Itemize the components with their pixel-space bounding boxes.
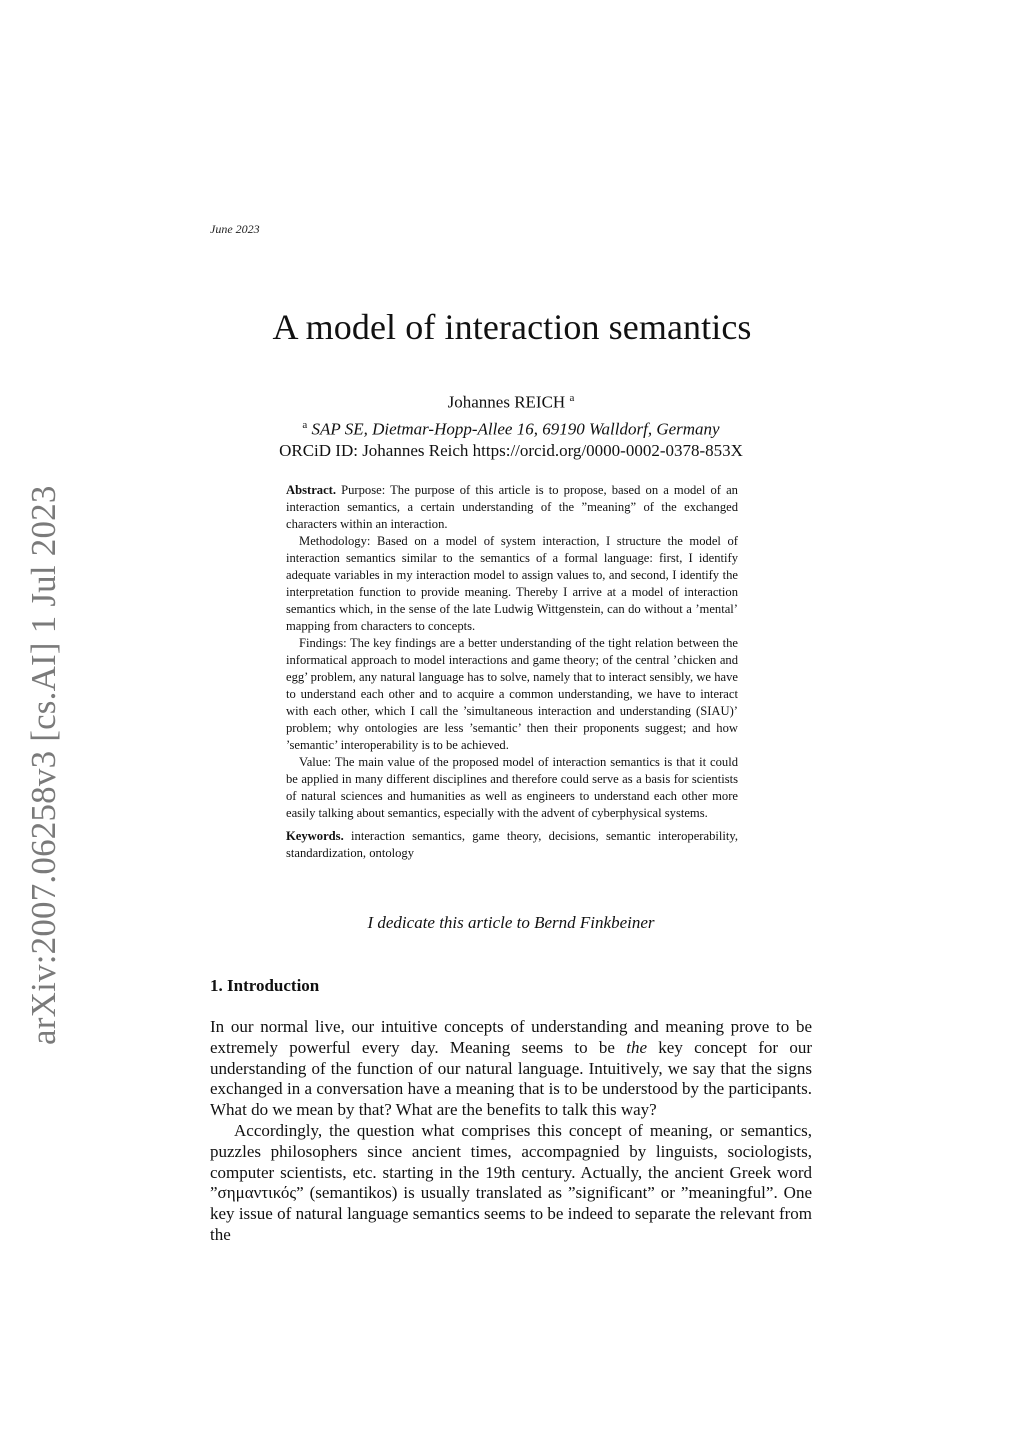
arxiv-identifier: arXiv:2007.06258v3 [cs.AI] 1 Jul 2023 bbox=[24, 485, 63, 1045]
abstract bbox=[286, 482, 738, 862]
intro-paragraph-1 bbox=[210, 1017, 812, 1121]
keywords-text: interaction semantics, game theory, decisions, semantic interoperability, standardization, ontology bbox=[286, 829, 738, 860]
section-heading: 1. Introduction bbox=[210, 976, 320, 995]
date-line: June 2023 bbox=[210, 222, 260, 236]
orcid-line: ORCiD ID: Johannes Reich https://orcid.org/0000-0002-0378-853X bbox=[279, 441, 743, 461]
keywords bbox=[286, 828, 738, 862]
intro-p1-emphasis: the bbox=[626, 1037, 648, 1057]
keywords-label: Keywords. bbox=[286, 829, 344, 843]
abstract-methodology: Methodology: Based on a model of system interaction, I structure the model of interaction semantics similar to the semantics of a formal language: first, I identify adequate variables in my interaction model to assign values to, and second, I identify the interpretation function to provide meaning. Thereby I arrive at a model of interaction semantics which, in the sense of the late Ludwig Wittgenstein, can do without a ’mental’ mapping from characters to concepts. bbox=[286, 534, 738, 633]
author-superscript: a bbox=[569, 392, 575, 404]
introduction-body bbox=[210, 1017, 812, 1246]
intro-p1-start: In our normal live, our intuitive concepts of understanding and meaning prove to be extremely powerful every day. Meaning seems to be bbox=[210, 1017, 812, 1057]
intro-p1-end: key concept for our understanding of the function of our natural language. Intuitively, we say that the signs exchanged in a conversation have a meaning that is to be understood by the participants. What do we mean by that? What are the benefits to talk this way? bbox=[210, 1037, 813, 1120]
author-name: Johannes REICH bbox=[447, 392, 566, 412]
affiliation: SAP SE, Dietmar-Hopp-Allee 16, 69190 Walldorf, Germany bbox=[311, 419, 720, 439]
abstract-label: Abstract. bbox=[286, 483, 337, 497]
abstract-value: Value: The main value of the proposed model of interaction semantics is that it could be applied in many different disciplines and therefore could serve as a basis for scientists of natural sciences and humanities as well as engineers to understand each other more easily talking about semantics, especially with the advent of cyberphysical systems. bbox=[286, 755, 738, 820]
paper-title: A model of interaction semantics bbox=[272, 307, 752, 347]
abstract-findings: Findings: The key findings are a better understanding of the tight relation between the informatical approach to model interactions and game theory; of the central ’chicken and egg’ problem, any natural language has to solve, namely that to interact sensibly, we have to understand each other and to acquire a common understanding, we have to interact with each other, which I call the ’simultaneous interaction and understanding (SIAU)’ problem; why ontologies are less ’semantic’ then their proponents suggest; and how ’semantic’ interoperability is to be achieved. bbox=[286, 636, 738, 752]
author-block bbox=[210, 387, 812, 462]
dedication: I dedicate this article to Bernd Finkbeiner bbox=[367, 913, 655, 932]
intro-paragraph-2: Accordingly, the question what comprises this concept of meaning, or semantics, puzzles philosophers since ancient times, accompagnied by linguists, sociologists, computer scientists, etc. starting in the 19th century. Actually, the ancient Greek word ”σημαντικός” (semantikos) is usually translated as ”significant” or ”meaningful”. One key issue of natural language semantics seems to be indeed to separate the relevant from the bbox=[210, 1120, 812, 1244]
abstract-purpose-text: Purpose: The purpose of this article is to propose, based on a model of an interaction semantics, a certain understanding of the ”meaning” of the exchanged characters within an interaction. bbox=[286, 483, 738, 531]
abstract-purpose bbox=[286, 482, 738, 533]
affiliation-superscript: a bbox=[302, 418, 308, 431]
author-line bbox=[210, 387, 812, 414]
affiliation-line bbox=[210, 414, 812, 441]
